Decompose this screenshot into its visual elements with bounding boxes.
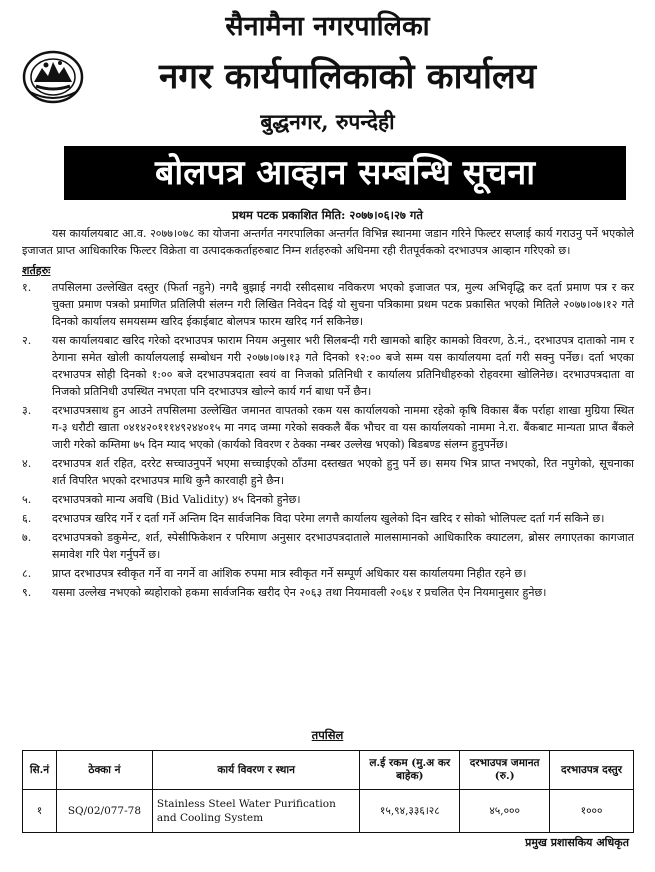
column-header: दरभाउपत्र जमानत (रु.) [460,751,550,790]
condition-number: ५. [22,493,32,506]
condition-number: ८. [22,567,32,580]
notice-body [22,225,634,603]
condition-item [22,510,634,527]
condition-text: दरभाउपत्रको डकुमेन्ट, शर्त, स्पेसीफिकेशन र परिमाण अनुसार दरभाउपत्रदाताले मालसामानको आधिकारिक क्याटलग, ब्रोसर लगाएतका कागजात समावेश गरि पेश गर्नुपर्ने छ। [52,531,634,561]
condition-number: ९. [22,586,32,599]
condition-text: दरभाउपत्रको मान्य अवधि (Bid Validity) ४५ दिनको हुनेछ। [52,493,301,506]
condition-item [22,279,634,330]
condition-number: १. [22,281,32,294]
table-cell: १००० [550,790,634,833]
table-cell: १ [23,790,57,833]
condition-text: यसमा उल्लेख नभएको ब्यहोराको हकमा सार्वजनिक खरीद ऐन २०६३ तथा नियमावली २०६४ र प्रचलित ऐन नियमानुसार हुनेछ। [52,586,547,599]
signature-title: प्रमुख प्रशासकिय अधिकृत [525,836,629,849]
column-header: ल.ई रकम (मु.अ कर बाहेक) [360,751,460,790]
table-header-row [23,751,634,790]
condition-number: ३. [22,404,32,417]
condition-item [22,332,634,400]
condition-item [22,455,634,489]
table-cell: Stainless Steel Water Purification and Cooling System [152,790,360,833]
condition-text: दरभाउपत्र शर्त रहित, दररेट सच्चाउनुपर्ने भएमा सच्चाईएको ठाँउमा दस्तखत भएको हुनु पर्ने छ। समय भित्र प्राप्त नभएको, रित नपुगेको, सूचनाका शर्त विपरित भएको दरभाउपत्र माथि कुनै कारवाही हुने छैन। [52,457,634,487]
condition-item [22,565,634,582]
condition-text: दरभाउपत्र खरिद गर्ने र दर्ता गर्ने अन्तिम दिन सार्वजनिक विदा परेमा लगत्तै कार्यालय खुलेको दिन खरिद र सोको भोलिपल्ट दर्ता गर्न सकिने छ। [52,512,605,525]
column-header: ठेक्का नं [56,751,152,790]
publication-date: प्रथम पटक प्रकाशित मिति: २०७७।०६।२७ गते [232,208,423,222]
table-cell: SQ/02/077-78 [56,790,152,833]
condition-item [22,529,634,563]
condition-item [22,584,634,601]
condition-text: दरभाउपत्रसाथ हुन आउने तपसिलमा उल्लेखित जमानत वापतको रकम यस कार्यालयको नाममा रहेको कृषि विकास बैंक पर्राहा शाखा मुग्रिया स्थित ग-३ धरौटी खाता ०४१४२०१११४९२४४०१५ मा नगद जम्मा गरेको सक्कलै बैंक भौचर वा यस कार्यालयको नाममा ने.रा. बैंकबाट मान्यता प्राप्त बैंकले जारी गरेको कम्तिमा ७५ दिन म्याद भएको (कार्यको विवरण र ठेक्का नम्बर उल्लेख भएको) बिडबण्ड संलग्न हुनुपर्नेछ। [52,404,634,451]
notice-title-banner: बोलपत्र आव्हान सम्बन्धि सूचना [64,146,626,200]
table-cell: १५,९४,३३६।२८ [360,790,460,833]
condition-number: ६. [22,512,32,525]
conditions-heading: शर्तहरुः [22,264,51,277]
column-header: दरभाउपत्र दस्तुर [550,751,634,790]
condition-text: प्राप्त दरभाउपत्र स्वीकृत गर्ने वा नगर्ने वा आंशिक रुपमा मात्र स्वीकृत गर्ने सम्पूर्ण अधिकार यस कार्यालयमा निहीत रहने छ। [52,567,527,580]
schedule-heading: तपसिल [311,728,344,742]
column-header: कार्य विवरण र स्थान [152,751,360,790]
condition-number: ४. [22,457,32,470]
office-address: बुद्धनगर, रुपन्देही [260,109,395,134]
table-row [23,790,634,833]
condition-text: यस कार्यालयबाट खरिद गरेको दरभाउपत्र फाराम नियम अनुसार भरी सिलबन्दी गरी खामको बाहिर कामको विवरण, ठे.नं., दरभाउपत्र दाताको नाम र ठेगाना समेत खोली कार्यालयलाई सम्बोधन गरी २०७७।०७।१३ गते दिनको १२:०० बजे सम्म यस कार्यालयमा दर्ता गरी सक्नु पर्नेछ। दर्ता भएका दरभाउपत्र सोही दिनको १:०० बजे दरभाउपत्रदाता स्वयं वा निजको प्रतिनिधी र कार्यालय प्रतिनिधीहरुको रोहवरमा खोलिनेछ। दरभाउपत्रदाता वा निजको प्रतिनिधी उपस्थित नभएता पनि दरभाउपत्र खोल्ने कार्य गर्न बाधा पर्ने छैन। [52,334,634,398]
table-cell: ४५,००० [460,790,550,833]
office-name: नगर कार्यपालिकाको कार्यालय [158,56,537,97]
column-header: सि.नं [23,751,57,790]
intro-paragraph: यस कार्यालयबाट आ.व. २०७७।०७८ का योजना अन्तर्गत नगरपालिका अन्तर्गत विभिन्न स्थानमा जडान गरिने फिल्टर सप्लाई कार्य गराउनु पर्ने भएकोले इजाजत प्राप्त आधिकारिक फिल्टर विक्रेता वा उत्पादककर्ताहरुबाट निम्न शर्तहरुको अधिनमा रही रीतपूर्वकको दरभाउपत्र आव्हान गरिएको छ। [22,227,634,257]
header [0,0,655,140]
condition-item [22,402,634,453]
condition-number: ७. [22,531,32,544]
condition-item [22,491,634,508]
schedule-table [22,750,634,833]
conditions-list [22,279,634,601]
condition-text: तपसिलमा उल्लेखित दस्तुर (फिर्ता नहुने) नगदै बुझाई नगदी रसीदसाथ नविकरण भएको इजाजत पत्र, मुल्य अभिवृद्धि कर दर्ता प्रमाण पत्र र कर चुक्ता प्रमाण पत्रको प्रमाणित प्रतिलिपी संलग्न गरी लिखित निवेदन दिई यो सुचना पत्रिकामा प्रथम पटक प्रकासित भएको मितिले २०७७।०७।१२ गते दिनको कार्यालय समयसम्म खरिद ईकाईबाट बोलपत्र फारम खरिद गर्न सकिनेछ। [52,281,634,328]
condition-number: २. [22,334,32,347]
municipality-name: सैनामैना नगरपालिका [225,11,430,42]
